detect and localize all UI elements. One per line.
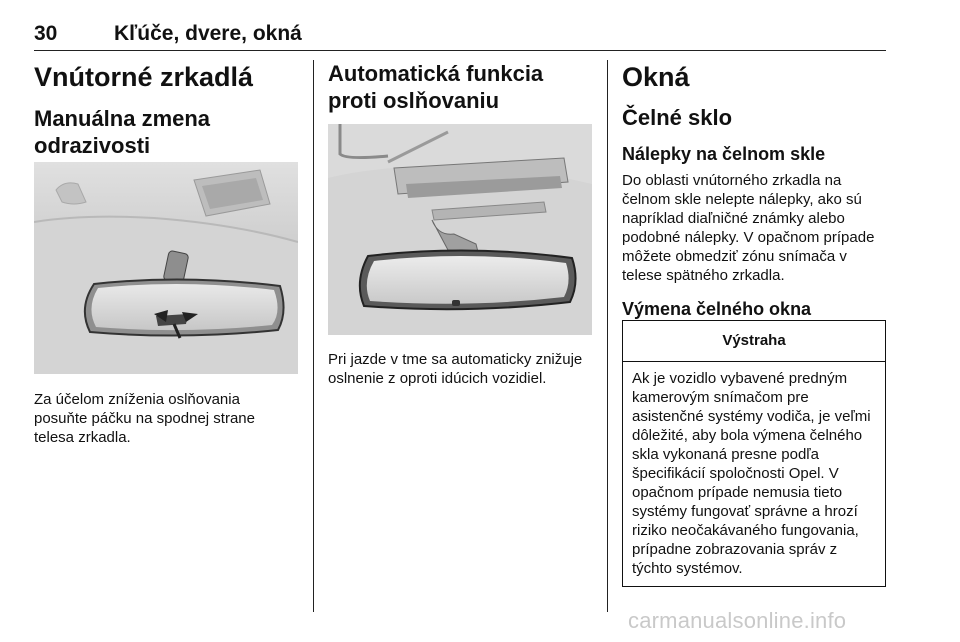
manual-mirror-figure (34, 162, 298, 374)
column-interior-mirrors (34, 60, 300, 446)
heading-windscreen-replacement: Výmena čelného okna (622, 299, 812, 319)
watermark: carmanualsonline.info (628, 608, 847, 633)
page-header (34, 22, 886, 50)
subsection-title-manual-dimming: Manuálna zmena odrazivosti (34, 106, 211, 158)
section-title-interior-mirrors: Vnútorné zrkadlá (34, 62, 254, 92)
column-windows (622, 60, 886, 577)
section-title-auto-dimming: Automatická funkcia proti oslňovaniu (328, 61, 544, 113)
column-divider-1 (313, 60, 314, 612)
column-auto-dimming (328, 60, 592, 387)
warning-title: Výstraha (623, 321, 885, 362)
warning-text: Ak je vozidlo vybavené predným kamerovým snímačom pre asistenčné systémy vodiča, je veľmi dôležité, aby bola výmena čelného skla vykonaná presne podľa špecifikácií spoločnosti Opel. V opačnom prípade nemusia tieto systémy fungovať správne a hrozí riziko neočakávaného fungovania, prípadne zobrazovania správ z týchto systémov. (632, 370, 871, 577)
warning-box (622, 320, 886, 587)
auto-dimming-mirror-figure (328, 124, 592, 335)
manual-dimming-text: Za účelom zníženia oslňovania posuňte páčku na spodnej strane telesa zrkadla. (34, 391, 255, 446)
header-rule (34, 50, 886, 51)
page-number: 30 (34, 22, 58, 45)
windscreen-stickers-text: Do oblasti vnútorného zrkadla na čelnom skle nelepte nálepky, ako sú napríklad diaľničné známky alebo podobné nálepky. V opačnom prípade môžete obmedziť zónu snímača v telese spätného zrkadla. (622, 172, 875, 284)
auto-dimming-text: Pri jazde v tme sa automaticky znižuje oslnenie z oproti idúcich vozidiel. (328, 351, 583, 387)
subsection-title-windscreen: Čelné sklo (622, 105, 733, 130)
running-title: Kľúče, dvere, okná (114, 22, 302, 45)
manual-mirror-illustration (34, 162, 298, 374)
heading-windscreen-stickers: Nálepky na čelnom skle (622, 144, 826, 164)
auto-dimming-mirror-illustration (328, 124, 592, 335)
column-divider-2 (607, 60, 608, 612)
section-title-windows: Okná (622, 62, 690, 92)
